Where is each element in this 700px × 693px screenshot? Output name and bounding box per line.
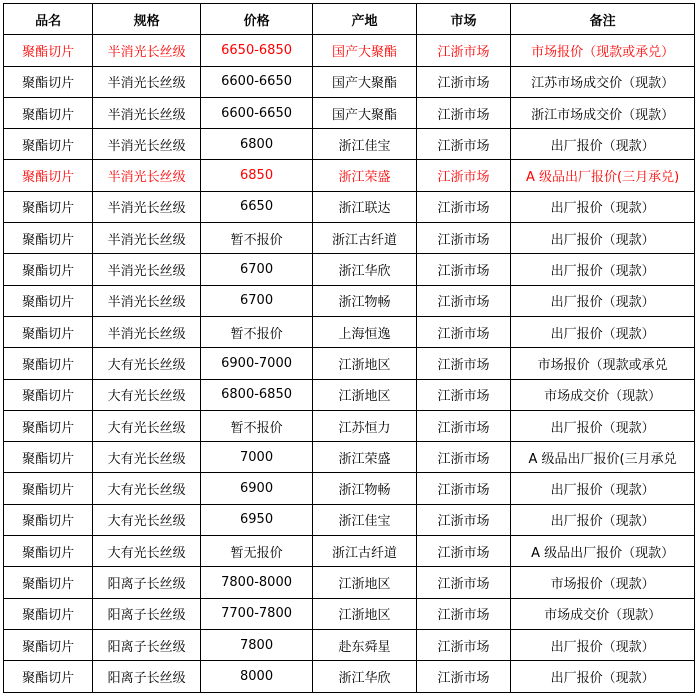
table-row — [4, 379, 695, 410]
market-cell: 江浙市场 — [416, 316, 510, 347]
specification-cell: 半消光长丝级 — [93, 35, 200, 66]
market-cell: 江浙市场 — [416, 35, 510, 66]
product-name-cell: 聚酯切片 — [4, 348, 93, 379]
table-row — [4, 442, 695, 473]
price-cell: 6850 — [200, 160, 312, 191]
origin-cell: 浙江佳宝 — [313, 504, 416, 535]
table-row — [4, 35, 695, 66]
product-name-cell: 聚酯切片 — [4, 598, 93, 629]
specification-cell: 阳离子长丝级 — [93, 661, 200, 692]
market-cell: 江浙市场 — [416, 598, 510, 629]
specification-cell: 半消光长丝级 — [93, 97, 200, 128]
market-cell: 江浙市场 — [416, 348, 510, 379]
table-row — [4, 254, 695, 285]
price-cell: 暂不报价 — [200, 410, 312, 441]
remarks-cell: 出厂报价（现款） — [511, 129, 695, 160]
origin-cell: 浙江佳宝 — [313, 129, 416, 160]
table-row — [4, 473, 695, 504]
table-header-row — [4, 4, 695, 35]
specification-cell: 半消光长丝级 — [93, 160, 200, 191]
table-row — [4, 348, 695, 379]
price-cell: 6900 — [200, 473, 312, 504]
table-row — [4, 316, 695, 347]
origin-cell: 国产大聚酯 — [313, 35, 416, 66]
specification-cell: 半消光长丝级 — [93, 129, 200, 160]
specification-cell: 半消光长丝级 — [93, 223, 200, 254]
product-name-cell: 聚酯切片 — [4, 254, 93, 285]
market-cell: 江浙市场 — [416, 629, 510, 660]
specification-cell: 半消光长丝级 — [93, 285, 200, 316]
specification-cell: 大有光长丝级 — [93, 379, 200, 410]
price-cell: 暂不报价 — [200, 223, 312, 254]
origin-cell: 浙江联达 — [313, 191, 416, 222]
price-cell: 6700 — [200, 285, 312, 316]
market-cell: 江浙市场 — [416, 442, 510, 473]
specification-cell: 阳离子长丝级 — [93, 567, 200, 598]
remarks-cell: 市场报价（现款或承兑 — [511, 348, 695, 379]
remarks-cell: 市场报价（现款或承兑） — [511, 35, 695, 66]
specification-cell: 半消光长丝级 — [93, 66, 200, 97]
table-row — [4, 661, 695, 692]
product-name-cell: 聚酯切片 — [4, 473, 93, 504]
header-price: 价格 — [200, 4, 312, 35]
market-cell: 江浙市场 — [416, 536, 510, 567]
origin-cell: 浙江物畅 — [313, 473, 416, 504]
origin-cell: 上海恒逸 — [313, 316, 416, 347]
price-cell: 7800-8000 — [200, 567, 312, 598]
header-market: 市场 — [416, 4, 510, 35]
remarks-cell: 出厂报价（现款） — [511, 285, 695, 316]
specification-cell: 大有光长丝级 — [93, 410, 200, 441]
remarks-cell: 出厂报价（现款） — [511, 661, 695, 692]
origin-cell: 江苏恒力 — [313, 410, 416, 441]
product-name-cell: 聚酯切片 — [4, 567, 93, 598]
price-cell: 6800 — [200, 129, 312, 160]
product-name-cell: 聚酯切片 — [4, 442, 93, 473]
remarks-cell: 浙江市场成交价（现款） — [511, 97, 695, 128]
market-cell: 江浙市场 — [416, 379, 510, 410]
remarks-cell: 出厂报价（现款） — [511, 191, 695, 222]
product-name-cell: 聚酯切片 — [4, 379, 93, 410]
remarks-cell: 江苏市场成交价（现款） — [511, 66, 695, 97]
origin-cell: 江浙地区 — [313, 348, 416, 379]
market-cell: 江浙市场 — [416, 661, 510, 692]
table-row — [4, 536, 695, 567]
remarks-cell: 出厂报价（现款） — [511, 504, 695, 535]
specification-cell: 半消光长丝级 — [93, 254, 200, 285]
product-name-cell: 聚酯切片 — [4, 410, 93, 441]
market-cell: 江浙市场 — [416, 129, 510, 160]
price-cell: 暂不报价 — [200, 316, 312, 347]
remarks-cell: 出厂报价（现款） — [511, 410, 695, 441]
market-cell: 江浙市场 — [416, 285, 510, 316]
origin-cell: 浙江物畅 — [313, 285, 416, 316]
table-row — [4, 629, 695, 660]
specification-cell: 大有光长丝级 — [93, 536, 200, 567]
price-cell: 6800-6850 — [200, 379, 312, 410]
table-row — [4, 223, 695, 254]
origin-cell: 浙江荣盛 — [313, 160, 416, 191]
price-cell: 7700-7800 — [200, 598, 312, 629]
table-row — [4, 97, 695, 128]
origin-cell: 国产大聚酯 — [313, 97, 416, 128]
product-name-cell: 聚酯切片 — [4, 285, 93, 316]
price-cell: 6600-6650 — [200, 66, 312, 97]
product-name-cell: 聚酯切片 — [4, 191, 93, 222]
product-name-cell: 聚酯切片 — [4, 35, 93, 66]
remarks-cell: 出厂报价（现款） — [511, 254, 695, 285]
product-name-cell: 聚酯切片 — [4, 316, 93, 347]
product-name-cell: 聚酯切片 — [4, 160, 93, 191]
price-cell: 6700 — [200, 254, 312, 285]
remarks-cell: 出厂报价（现款） — [511, 629, 695, 660]
market-cell: 江浙市场 — [416, 410, 510, 441]
table-row — [4, 598, 695, 629]
header-origin: 产地 — [313, 4, 416, 35]
product-name-cell: 聚酯切片 — [4, 223, 93, 254]
price-cell: 6600-6650 — [200, 97, 312, 128]
remarks-cell: 出厂报价（现款） — [511, 223, 695, 254]
table-row — [4, 129, 695, 160]
table-row — [4, 504, 695, 535]
specification-cell: 大有光长丝级 — [93, 442, 200, 473]
origin-cell: 浙江华欣 — [313, 661, 416, 692]
price-cell: 7000 — [200, 442, 312, 473]
price-table — [3, 3, 695, 693]
product-name-cell: 聚酯切片 — [4, 536, 93, 567]
specification-cell: 大有光长丝级 — [93, 504, 200, 535]
specification-cell: 阳离子长丝级 — [93, 629, 200, 660]
table-row — [4, 160, 695, 191]
origin-cell: 江浙地区 — [313, 379, 416, 410]
header-remarks: 备注 — [511, 4, 695, 35]
header-product-name: 品名 — [4, 4, 93, 35]
price-cell: 8000 — [200, 661, 312, 692]
product-name-cell: 聚酯切片 — [4, 629, 93, 660]
table-row — [4, 191, 695, 222]
market-cell: 江浙市场 — [416, 223, 510, 254]
price-cell: 暂无报价 — [200, 536, 312, 567]
price-cell: 7800 — [200, 629, 312, 660]
price-cell: 6900-7000 — [200, 348, 312, 379]
origin-cell: 浙江古纤道 — [313, 536, 416, 567]
origin-cell: 江浙地区 — [313, 598, 416, 629]
specification-cell: 大有光长丝级 — [93, 348, 200, 379]
specification-cell: 大有光长丝级 — [93, 473, 200, 504]
market-cell: 江浙市场 — [416, 473, 510, 504]
product-name-cell: 聚酯切片 — [4, 504, 93, 535]
remarks-cell: A 级品出厂报价(三月承兑) — [511, 160, 695, 191]
market-cell: 江浙市场 — [416, 504, 510, 535]
market-cell: 江浙市场 — [416, 567, 510, 598]
specification-cell: 半消光长丝级 — [93, 191, 200, 222]
remarks-cell: 市场报价（现款） — [511, 567, 695, 598]
remarks-cell: 市场成交价（现款） — [511, 598, 695, 629]
market-cell: 江浙市场 — [416, 160, 510, 191]
product-name-cell: 聚酯切片 — [4, 129, 93, 160]
origin-cell: 浙江荣盛 — [313, 442, 416, 473]
origin-cell: 浙江古纤道 — [313, 223, 416, 254]
origin-cell: 国产大聚酯 — [313, 66, 416, 97]
market-cell: 江浙市场 — [416, 254, 510, 285]
header-specification: 规格 — [93, 4, 200, 35]
price-cell: 6650-6850 — [200, 35, 312, 66]
specification-cell: 阳离子长丝级 — [93, 598, 200, 629]
table-row — [4, 410, 695, 441]
market-cell: 江浙市场 — [416, 66, 510, 97]
table-row — [4, 66, 695, 97]
product-name-cell: 聚酯切片 — [4, 661, 93, 692]
price-cell: 6650 — [200, 191, 312, 222]
origin-cell: 江浙地区 — [313, 567, 416, 598]
origin-cell: 浙江华欣 — [313, 254, 416, 285]
table-body — [4, 35, 695, 692]
product-name-cell: 聚酯切片 — [4, 97, 93, 128]
price-cell: 6950 — [200, 504, 312, 535]
product-name-cell: 聚酯切片 — [4, 66, 93, 97]
remarks-cell: 出厂报价（现款） — [511, 473, 695, 504]
market-cell: 江浙市场 — [416, 97, 510, 128]
table-row — [4, 285, 695, 316]
remarks-cell: 市场成交价（现款） — [511, 379, 695, 410]
origin-cell: 赴东舜星 — [313, 629, 416, 660]
remarks-cell: 出厂报价（现款） — [511, 316, 695, 347]
market-cell: 江浙市场 — [416, 191, 510, 222]
table-row — [4, 567, 695, 598]
remarks-cell: A 级品出厂报价（现款） — [511, 536, 695, 567]
specification-cell: 半消光长丝级 — [93, 316, 200, 347]
remarks-cell: A 级品出厂报价(三月承兑 — [511, 442, 695, 473]
